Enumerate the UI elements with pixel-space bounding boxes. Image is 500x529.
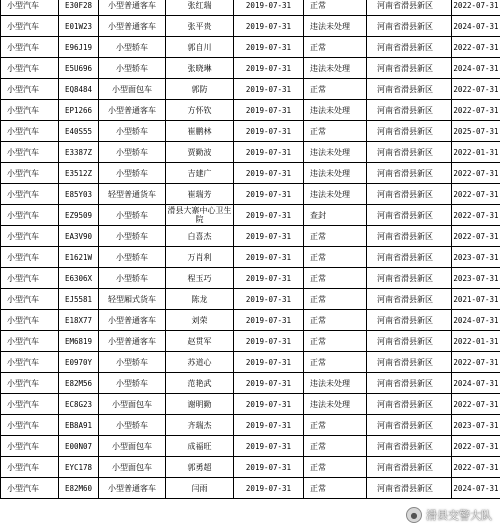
table-row bbox=[1, 163, 500, 184]
vehicle-model-cell: 小型轿车 bbox=[99, 205, 166, 226]
expiry-date-cell: 2024-07-31 bbox=[452, 478, 500, 499]
table-row bbox=[1, 58, 500, 79]
owner-cell: 成福旺 bbox=[166, 436, 234, 457]
registration-date-cell: 2019-07-31 bbox=[234, 16, 304, 37]
table-row bbox=[1, 331, 500, 352]
vehicle-type-cell: 小型汽车 bbox=[1, 58, 59, 79]
vehicle-model-cell: 轻型普通货车 bbox=[99, 184, 166, 205]
owner-cell: 张红瑞 bbox=[166, 0, 234, 16]
owner-cell: 张晓琳 bbox=[166, 58, 234, 79]
table-row bbox=[1, 226, 500, 247]
registration-date-cell: 2019-07-31 bbox=[234, 352, 304, 373]
address-cell: 河南省滑县新区 bbox=[367, 142, 452, 163]
status-cell: 违法未处理 bbox=[304, 184, 367, 205]
owner-cell: 万肖利 bbox=[166, 247, 234, 268]
status-cell: 正常 bbox=[304, 352, 367, 373]
expiry-date-cell: 2022-07-31 bbox=[452, 394, 500, 415]
status-cell: 正常 bbox=[304, 121, 367, 142]
vehicle-model-cell: 小型普通客车 bbox=[99, 0, 166, 16]
table-row bbox=[1, 478, 500, 499]
table-row bbox=[1, 352, 500, 373]
account-watermark bbox=[406, 507, 492, 523]
table-row bbox=[1, 0, 500, 16]
plate-cell: E30F28 bbox=[59, 0, 99, 16]
vehicle-type-cell: 小型汽车 bbox=[1, 0, 59, 16]
plate-cell: EZ9509 bbox=[59, 205, 99, 226]
address-cell: 河南省滑县新区 bbox=[367, 205, 452, 226]
vehicle-model-cell: 小型轿车 bbox=[99, 247, 166, 268]
address-cell: 河南省滑县新区 bbox=[367, 268, 452, 289]
table-row bbox=[1, 415, 500, 436]
owner-cell: 刘荣 bbox=[166, 310, 234, 331]
owner-cell: 滑县大寨中心卫生院 bbox=[167, 206, 232, 224]
vehicle-type-cell: 小型汽车 bbox=[1, 79, 59, 100]
status-cell: 正常 bbox=[304, 415, 367, 436]
registration-date-cell: 2019-07-31 bbox=[234, 100, 304, 121]
vehicle-type-cell: 小型汽车 bbox=[1, 226, 59, 247]
vehicle-model-cell: 小型轿车 bbox=[99, 373, 166, 394]
status-cell: 违法未处理 bbox=[304, 373, 367, 394]
owner-cell: 陈龙 bbox=[166, 289, 234, 310]
table-row bbox=[1, 247, 500, 268]
vehicle-model-cell: 轻型厢式货车 bbox=[99, 289, 166, 310]
address-cell: 河南省滑县新区 bbox=[367, 457, 452, 478]
registration-date-cell: 2019-07-31 bbox=[234, 142, 304, 163]
plate-cell: E6306X bbox=[59, 268, 99, 289]
vehicle-type-cell: 小型汽车 bbox=[1, 415, 59, 436]
address-cell: 河南省滑县新区 bbox=[367, 352, 452, 373]
table-row bbox=[1, 436, 500, 457]
plate-cell: E96J19 bbox=[59, 37, 99, 58]
status-cell: 违法未处理 bbox=[304, 142, 367, 163]
plate-cell: E0970Y bbox=[59, 352, 99, 373]
plate-cell: EA3V90 bbox=[59, 226, 99, 247]
address-cell: 河南省滑县新区 bbox=[367, 16, 452, 37]
owner-cell: 谢明勤 bbox=[166, 394, 234, 415]
registration-date-cell: 2019-07-31 bbox=[234, 415, 304, 436]
plate-cell: EM6819 bbox=[59, 331, 99, 352]
vehicle-type-cell: 小型汽车 bbox=[1, 163, 59, 184]
vehicle-type-cell: 小型汽车 bbox=[1, 457, 59, 478]
plate-cell: E85Y03 bbox=[59, 184, 99, 205]
table-row bbox=[1, 100, 500, 121]
expiry-date-cell: 2022-01-31 bbox=[452, 142, 500, 163]
status-cell: 正常 bbox=[304, 247, 367, 268]
registration-date-cell: 2019-07-31 bbox=[234, 394, 304, 415]
owner-cell: 郭自川 bbox=[166, 37, 234, 58]
vehicle-type-cell: 小型汽车 bbox=[1, 373, 59, 394]
owner-cell: 程玉巧 bbox=[166, 268, 234, 289]
owner-cell: 崔鹏林 bbox=[166, 121, 234, 142]
plate-cell: E1621W bbox=[59, 247, 99, 268]
vehicle-model-cell: 小型轿车 bbox=[99, 121, 166, 142]
registration-date-cell: 2019-07-31 bbox=[234, 331, 304, 352]
table-row bbox=[1, 457, 500, 478]
vehicle-type-cell: 小型汽车 bbox=[1, 352, 59, 373]
address-cell: 河南省滑县新区 bbox=[367, 226, 452, 247]
table-row bbox=[1, 289, 500, 310]
address-cell: 河南省滑县新区 bbox=[367, 79, 452, 100]
registration-date-cell: 2019-07-31 bbox=[234, 373, 304, 394]
expiry-date-cell: 2022-07-31 bbox=[452, 100, 500, 121]
registration-date-cell: 2019-07-31 bbox=[234, 478, 304, 499]
expiry-date-cell: 2023-07-31 bbox=[452, 268, 500, 289]
address-cell: 河南省滑县新区 bbox=[367, 310, 452, 331]
expiry-date-cell: 2023-07-31 bbox=[452, 415, 500, 436]
address-cell: 河南省滑县新区 bbox=[367, 373, 452, 394]
expiry-date-cell: 2023-07-31 bbox=[452, 247, 500, 268]
status-cell: 正常 bbox=[304, 37, 367, 58]
address-cell: 河南省滑县新区 bbox=[367, 37, 452, 58]
address-cell: 河南省滑县新区 bbox=[367, 247, 452, 268]
address-cell: 河南省滑县新区 bbox=[367, 58, 452, 79]
owner-cell: 赵贯军 bbox=[166, 331, 234, 352]
registration-date-cell: 2019-07-31 bbox=[234, 58, 304, 79]
vehicle-model-cell: 小型面包车 bbox=[99, 394, 166, 415]
plate-cell: E40S55 bbox=[59, 121, 99, 142]
vehicle-type-cell: 小型汽车 bbox=[1, 37, 59, 58]
table-row bbox=[1, 16, 500, 37]
vehicle-type-cell: 小型汽车 bbox=[1, 478, 59, 499]
vehicle-model-cell: 小型轿车 bbox=[99, 352, 166, 373]
vehicle-model-cell: 小型普通客车 bbox=[99, 478, 166, 499]
registration-date-cell: 2019-07-31 bbox=[234, 205, 304, 226]
owner-cell: 郭勇超 bbox=[166, 457, 234, 478]
registration-date-cell: 2019-07-31 bbox=[234, 247, 304, 268]
expiry-date-cell: 2022-07-31 bbox=[452, 163, 500, 184]
table-row bbox=[1, 121, 500, 142]
address-cell: 河南省滑县新区 bbox=[367, 0, 452, 16]
address-cell: 河南省滑县新区 bbox=[367, 163, 452, 184]
expiry-date-cell: 2022-07-31 bbox=[452, 79, 500, 100]
registration-date-cell: 2019-07-31 bbox=[234, 121, 304, 142]
status-cell: 正常 bbox=[304, 0, 367, 16]
status-cell: 违法未处理 bbox=[304, 16, 367, 37]
expiry-date-cell: 2024-07-31 bbox=[452, 58, 500, 79]
plate-cell: E00N07 bbox=[59, 436, 99, 457]
owner-cell: 张平贵 bbox=[166, 16, 234, 37]
plate-cell: E5U696 bbox=[59, 58, 99, 79]
registration-date-cell: 2019-07-31 bbox=[234, 79, 304, 100]
address-cell: 河南省滑县新区 bbox=[367, 100, 452, 121]
plate-cell: E3512Z bbox=[59, 163, 99, 184]
expiry-date-cell: 2022-07-31 bbox=[452, 457, 500, 478]
vehicle-model-cell: 小型面包车 bbox=[99, 457, 166, 478]
table-row bbox=[1, 268, 500, 289]
registration-date-cell: 2019-07-31 bbox=[234, 184, 304, 205]
status-cell: 违法未处理 bbox=[304, 163, 367, 184]
address-cell: 河南省滑县新区 bbox=[367, 184, 452, 205]
status-cell: 违法未处理 bbox=[304, 100, 367, 121]
address-cell: 河南省滑县新区 bbox=[367, 121, 452, 142]
vehicle-model-cell: 小型普通客车 bbox=[99, 310, 166, 331]
owner-cell: 闫雨 bbox=[166, 478, 234, 499]
vehicle-type-cell: 小型汽车 bbox=[1, 289, 59, 310]
table-row bbox=[1, 373, 500, 394]
plate-cell: E82M60 bbox=[59, 478, 99, 499]
plate-cell: E18X77 bbox=[59, 310, 99, 331]
expiry-date-cell: 2022-07-31 bbox=[452, 226, 500, 247]
expiry-date-cell: 2022-07-31 bbox=[452, 352, 500, 373]
expiry-date-cell: 2021-07-31 bbox=[452, 289, 500, 310]
status-cell: 正常 bbox=[304, 478, 367, 499]
expiry-date-cell: 2024-07-31 bbox=[452, 310, 500, 331]
status-cell: 正常 bbox=[304, 79, 367, 100]
vehicle-type-cell: 小型汽车 bbox=[1, 310, 59, 331]
expiry-date-cell: 2022-07-31 bbox=[452, 184, 500, 205]
owner-cell: 吉建广 bbox=[166, 163, 234, 184]
table-row bbox=[1, 310, 500, 331]
plate-cell: EJ5581 bbox=[59, 289, 99, 310]
plate-cell: E3387Z bbox=[59, 142, 99, 163]
vehicle-model-cell: 小型轿车 bbox=[99, 163, 166, 184]
vehicle-type-cell: 小型汽车 bbox=[1, 142, 59, 163]
plate-cell: EC8G23 bbox=[59, 394, 99, 415]
vehicle-model-cell: 小型轿车 bbox=[99, 415, 166, 436]
table-row bbox=[1, 37, 500, 58]
table-body bbox=[1, 0, 500, 499]
owner-cell: 白喜杰 bbox=[166, 226, 234, 247]
vehicle-type-cell: 小型汽车 bbox=[1, 184, 59, 205]
expiry-date-cell: 2022-07-31 bbox=[452, 205, 500, 226]
vehicle-type-cell: 小型汽车 bbox=[1, 16, 59, 37]
vehicle-type-cell: 小型汽车 bbox=[1, 394, 59, 415]
address-cell: 河南省滑县新区 bbox=[367, 415, 452, 436]
expiry-date-cell: 2022-07-31 bbox=[452, 37, 500, 58]
vehicle-type-cell: 小型汽车 bbox=[1, 121, 59, 142]
vehicle-model-cell: 小型轿车 bbox=[99, 142, 166, 163]
expiry-date-cell: 2022-07-31 bbox=[452, 436, 500, 457]
registration-date-cell: 2019-07-31 bbox=[234, 310, 304, 331]
address-cell: 河南省滑县新区 bbox=[367, 394, 452, 415]
address-cell: 河南省滑县新区 bbox=[367, 289, 452, 310]
vehicle-model-cell: 小型轿车 bbox=[99, 268, 166, 289]
vehicle-model-cell: 小型普通客车 bbox=[99, 331, 166, 352]
address-cell: 河南省滑县新区 bbox=[367, 436, 452, 457]
vehicle-model-cell: 小型面包车 bbox=[99, 436, 166, 457]
expiry-date-cell: 2025-07-31 bbox=[452, 121, 500, 142]
vehicle-model-cell: 小型轿车 bbox=[99, 226, 166, 247]
vehicle-type-cell: 小型汽车 bbox=[1, 268, 59, 289]
owner-cell: 方怀钦 bbox=[166, 100, 234, 121]
vehicle-model-cell: 小型普通客车 bbox=[99, 16, 166, 37]
plate-cell: E82M56 bbox=[59, 373, 99, 394]
wechat-icon: ● bbox=[406, 507, 422, 523]
vehicle-type-cell: 小型汽车 bbox=[1, 331, 59, 352]
watermark-text: 滑县交警大队 bbox=[426, 509, 492, 522]
plate-cell: E01W23 bbox=[59, 16, 99, 37]
registration-date-cell: 2019-07-31 bbox=[234, 0, 304, 16]
status-cell: 正常 bbox=[304, 310, 367, 331]
status-cell: 正常 bbox=[304, 457, 367, 478]
status-cell: 正常 bbox=[304, 226, 367, 247]
status-cell: 正常 bbox=[304, 268, 367, 289]
plate-cell: EB8A91 bbox=[59, 415, 99, 436]
owner-cell: 苏道心 bbox=[166, 352, 234, 373]
vehicle-type-cell: 小型汽车 bbox=[1, 205, 59, 226]
status-cell: 正常 bbox=[304, 436, 367, 457]
registration-date-cell: 2019-07-31 bbox=[234, 436, 304, 457]
registration-date-cell: 2019-07-31 bbox=[234, 289, 304, 310]
registration-date-cell: 2019-07-31 bbox=[234, 268, 304, 289]
plate-cell: EP1266 bbox=[59, 100, 99, 121]
vehicle-type-cell: 小型汽车 bbox=[1, 436, 59, 457]
status-cell: 正常 bbox=[304, 289, 367, 310]
vehicle-model-cell: 小型面包车 bbox=[99, 79, 166, 100]
vehicle-model-cell: 小型普通客车 bbox=[99, 100, 166, 121]
plate-cell: EQ8484 bbox=[59, 79, 99, 100]
table-row bbox=[1, 205, 500, 226]
vehicle-model-cell: 小型轿车 bbox=[99, 37, 166, 58]
owner-cell: 范艳武 bbox=[166, 373, 234, 394]
registration-date-cell: 2019-07-31 bbox=[234, 37, 304, 58]
registration-date-cell: 2019-07-31 bbox=[234, 163, 304, 184]
vehicle-type-cell: 小型汽车 bbox=[1, 100, 59, 121]
expiry-date-cell: 2024-07-31 bbox=[452, 16, 500, 37]
table-row bbox=[1, 142, 500, 163]
address-cell: 河南省滑县新区 bbox=[367, 331, 452, 352]
table-row bbox=[1, 79, 500, 100]
expiry-date-cell: 2024-07-31 bbox=[452, 373, 500, 394]
status-cell: 正常 bbox=[304, 331, 367, 352]
status-cell: 违法未处理 bbox=[304, 394, 367, 415]
owner-cell: 郭防 bbox=[166, 79, 234, 100]
owner-cell: 贾勤波 bbox=[166, 142, 234, 163]
table-row bbox=[1, 184, 500, 205]
address-cell: 河南省滑县新区 bbox=[367, 478, 452, 499]
plate-cell: EYC178 bbox=[59, 457, 99, 478]
vehicle-type-cell: 小型汽车 bbox=[1, 247, 59, 268]
registration-date-cell: 2019-07-31 bbox=[234, 226, 304, 247]
expiry-date-cell: 2022-07-31 bbox=[452, 0, 500, 16]
owner-cell: 崔瑞芳 bbox=[166, 184, 234, 205]
status-cell: 查封 bbox=[304, 205, 367, 226]
table-row bbox=[1, 394, 500, 415]
expiry-date-cell: 2022-01-31 bbox=[452, 331, 500, 352]
vehicle-model-cell: 小型轿车 bbox=[99, 58, 166, 79]
status-cell: 违法未处理 bbox=[304, 58, 367, 79]
registration-date-cell: 2019-07-31 bbox=[234, 457, 304, 478]
owner-cell: 齐瑞杰 bbox=[166, 415, 234, 436]
